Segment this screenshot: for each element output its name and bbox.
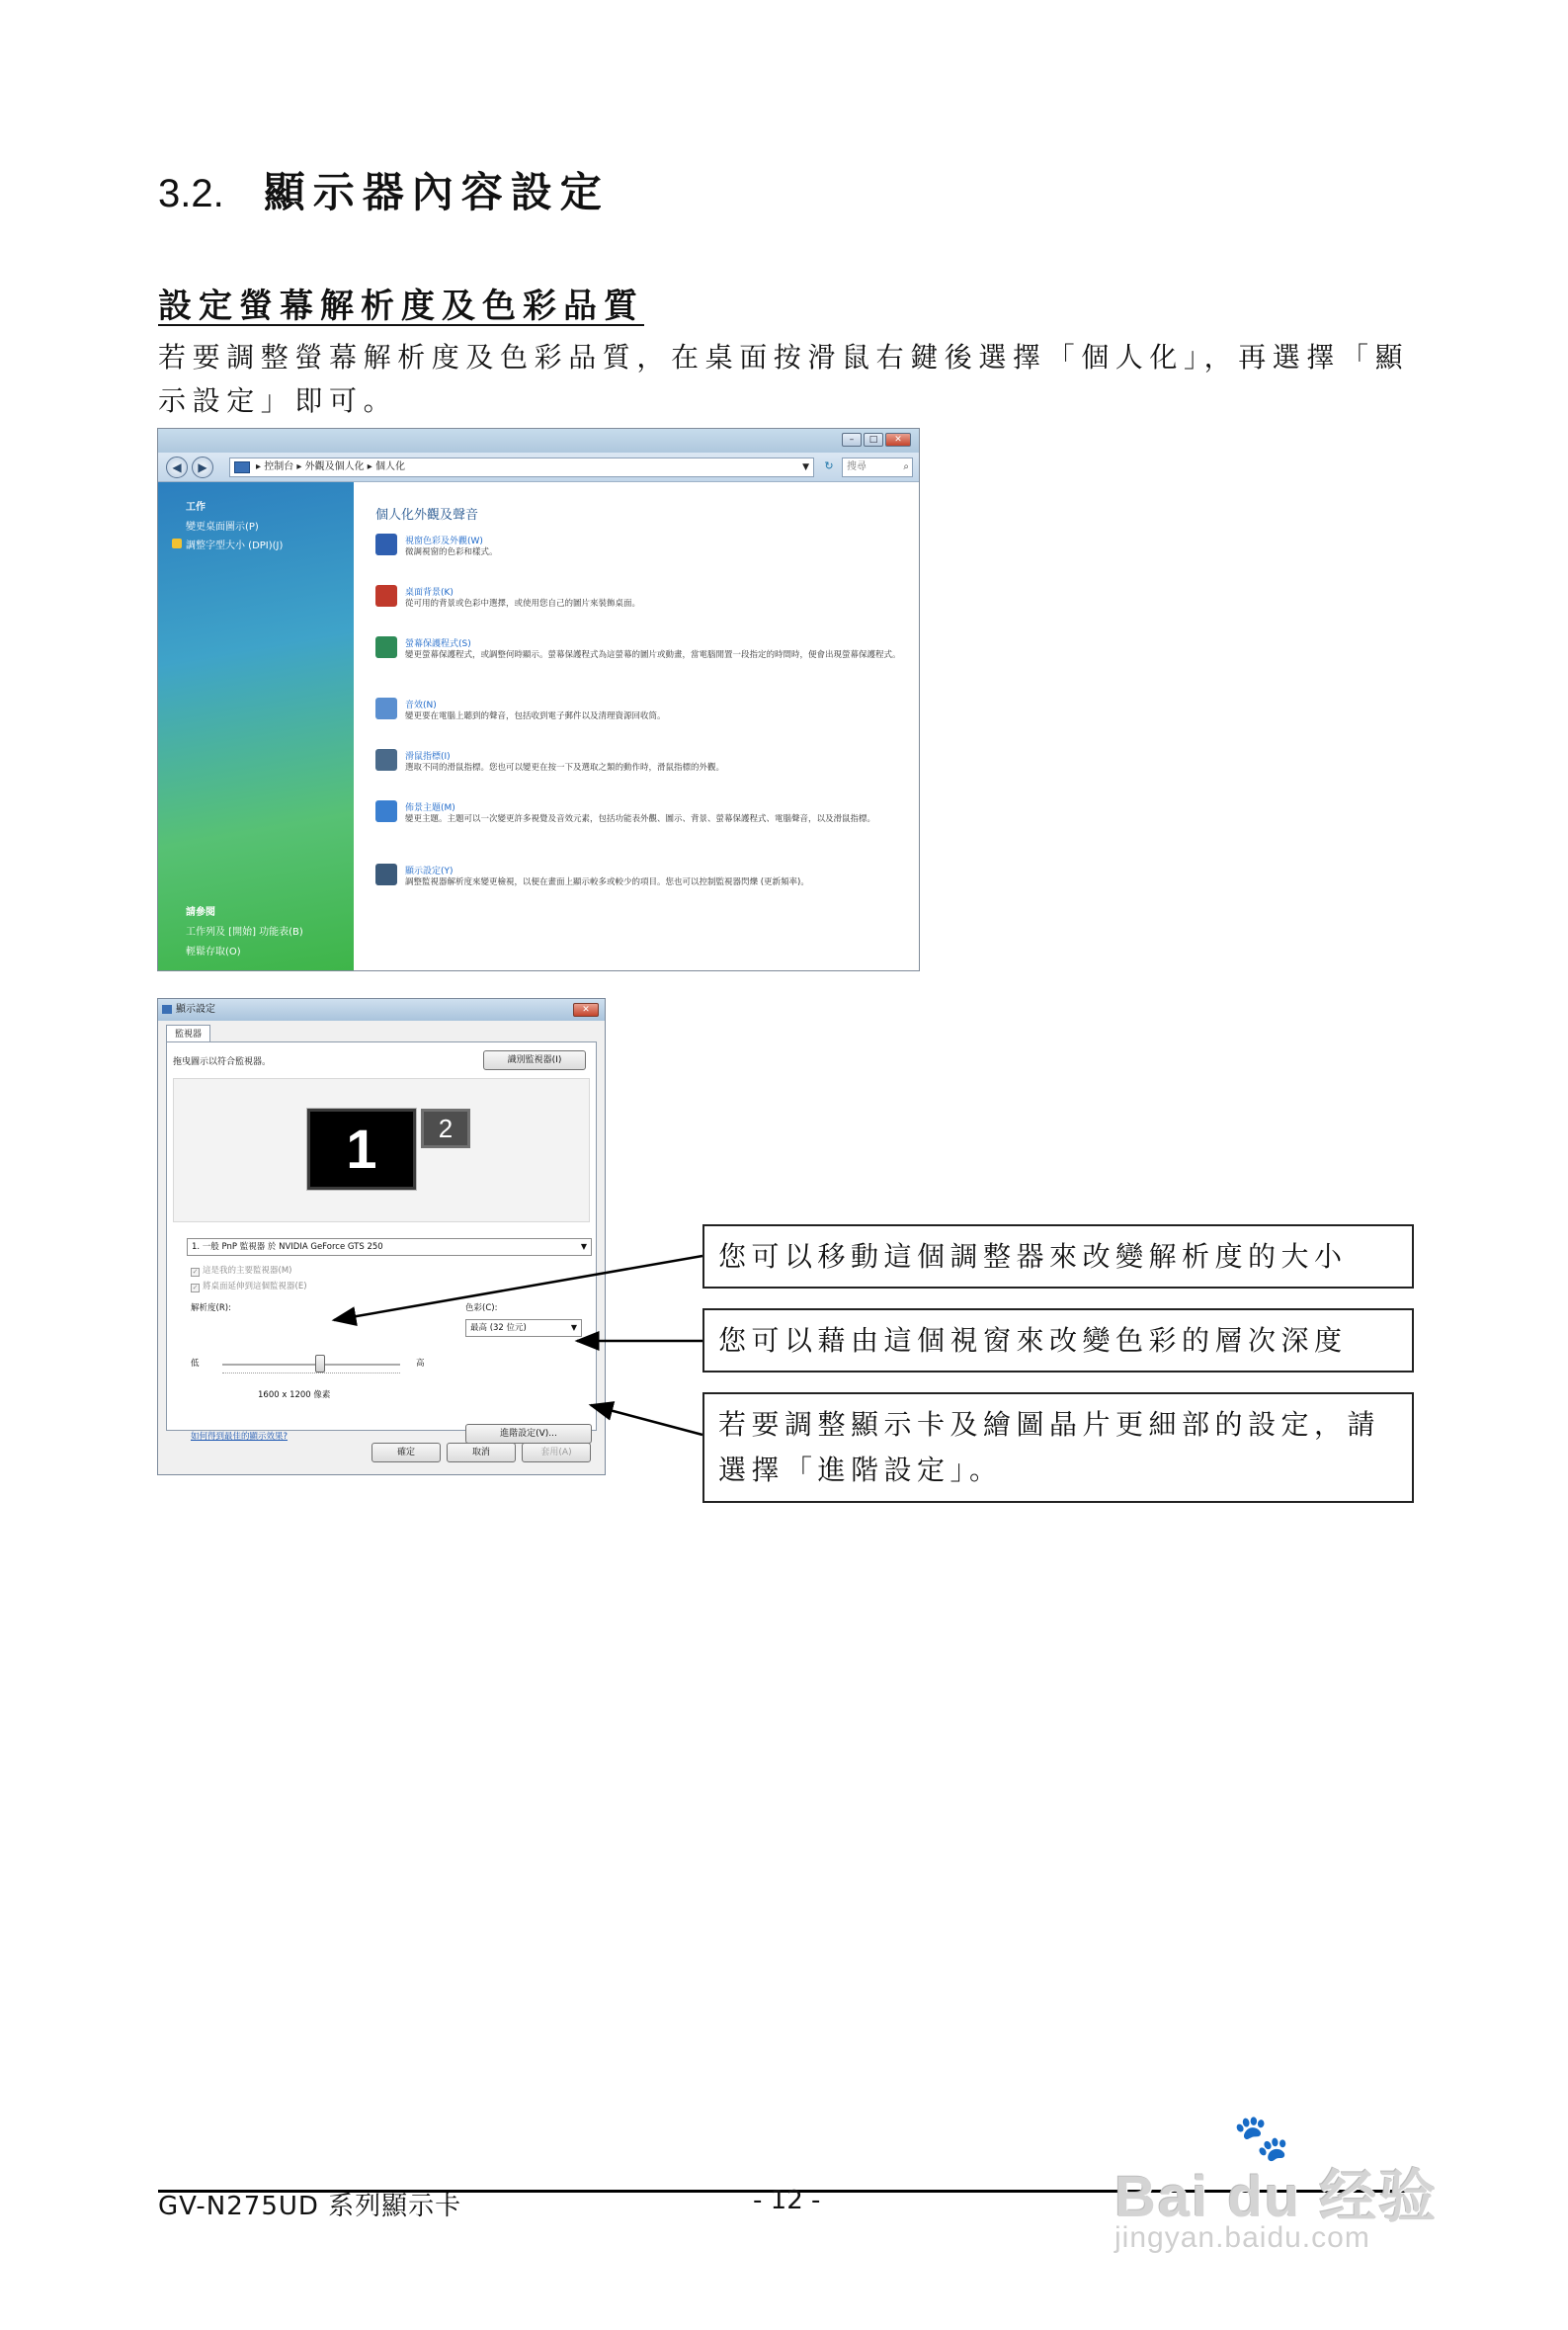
resolution-value: 1600 x 1200 像素 <box>258 1390 331 1400</box>
category-link[interactable]: 滑鼠指標(I) <box>405 752 451 762</box>
arrow-to-advanced <box>591 1405 702 1435</box>
close-button[interactable]: ✕ <box>885 433 911 447</box>
page-number: - 12 - <box>753 2186 821 2215</box>
extend-desktop-label: 將桌面延伸到這個監視器(E) <box>203 1282 307 1291</box>
maximize-button[interactable]: □ <box>864 433 883 447</box>
apply-button[interactable]: 套用(A) <box>522 1443 591 1462</box>
tab-monitor[interactable]: 監視器 <box>166 1025 210 1042</box>
monitor-select-value: 1. 一般 PnP 監視器 於 NVIDIA GeForce GTS 250 <box>192 1242 383 1252</box>
search-icon[interactable]: ⌕ <box>903 461 909 472</box>
identify-monitors-button[interactable]: 識別監視器(I) <box>483 1050 586 1070</box>
sidebar-item-taskbar[interactable]: 工作列及 [開始] 功能表(B) <box>186 927 303 938</box>
chevron-down-icon: ▼ <box>570 1323 577 1332</box>
chevron-down-icon: ▼ <box>580 1242 587 1251</box>
footer-product: GV-N275UD 系列顯示卡 <box>158 2192 462 2221</box>
primary-monitor-label: 這是我的主要監視器(M) <box>203 1266 292 1276</box>
colors-select-value: 最高 (32 位元) <box>470 1323 527 1333</box>
paw-logo-icon: 🐾 <box>1233 2111 1290 2164</box>
watermark-site: jingyan.baidu.com <box>1114 2221 1370 2254</box>
refresh-icon[interactable]: ↻ <box>824 459 834 472</box>
back-arrow-icon[interactable]: ◀ <box>166 457 188 478</box>
section-number: 3.2. <box>158 172 224 215</box>
arrow-to-slider <box>334 1256 702 1320</box>
category-link[interactable]: 螢幕保護程式(S) <box>405 639 471 649</box>
monitor-1-icon[interactable]: 1 <box>307 1109 416 1190</box>
intro-paragraph: 若要調整螢幕解析度及色彩品質，在桌面按滑鼠右鍵後選擇「個人化」，再選擇「顯示設定」即可。 <box>158 341 1410 417</box>
category-link[interactable]: 佈景主題(M) <box>405 803 455 813</box>
category-description: 調整監視器解析度來變更檢視，以便在畫面上顯示較多或較少的項目。您也可以控制監視器閃爍 (更新頻率)。 <box>405 877 809 887</box>
drag-instruction: 拖曳圖示以符合監視器。 <box>173 1057 272 1067</box>
category-link[interactable]: 桌面背景(K) <box>405 588 454 598</box>
callout-resolution: 您可以移動這個調整器來改變解析度的大小 <box>702 1224 1414 1289</box>
minimize-button[interactable]: – <box>842 433 862 447</box>
dialog-title: 顯示設定 <box>176 1004 215 1015</box>
advanced-settings-button[interactable]: 進階設定(V)... <box>465 1424 592 1444</box>
extend-desktop-checkbox[interactable]: ✓ 將桌面延伸到這個監視器(E) <box>192 1282 307 1291</box>
category-link[interactable]: 顯示設定(Y) <box>405 867 454 876</box>
primary-monitor-checkbox[interactable]: ✓ 這是我的主要監視器(M) <box>192 1266 292 1276</box>
sidebar-item-desktop-icons[interactable]: 變更桌面圖示(P) <box>186 522 259 533</box>
callout-color-depth: 您可以藉由這個視窗來改變色彩的層次深度 <box>702 1308 1414 1373</box>
monitor-2-icon[interactable]: 2 <box>421 1109 470 1148</box>
subsection-title: 設定螢幕解析度及色彩品質 <box>158 287 644 326</box>
callout-advanced-text: 若要調整顯示卡及繪圖晶片更細部的設定，請選擇「進階設定」。 <box>718 1408 1381 1486</box>
sidebar-item-font-size[interactable]: 調整字型大小 (DPI)(J) <box>186 541 284 551</box>
category-description: 從可用的背景或色彩中選擇，或使用您自己的圖片來裝飾桌面。 <box>405 599 641 609</box>
see-also-heading: 請參閱 <box>186 907 215 918</box>
page-title: 個人化外觀及聲音 <box>375 508 479 523</box>
resolution-low-label: 低 <box>191 1359 200 1369</box>
ok-button[interactable]: 確定 <box>371 1443 441 1462</box>
category-description: 選取不同的滑鼠指標。您也可以變更在按一下及選取之類的動作時，滑鼠指標的外觀。 <box>405 763 725 773</box>
search-placeholder: 搜尋 <box>847 461 867 472</box>
category-link[interactable]: 音效(N) <box>405 701 437 710</box>
category-description: 變更主題。主題可以一次變更許多視覺及音效元素，包括功能表外觀、圖示、背景、螢幕保護程式、電腦聲音，以及滑鼠指標。 <box>405 814 876 824</box>
sidebar-item-ease-of-access[interactable]: 輕鬆存取(O) <box>186 947 241 957</box>
resolution-label: 解析度(R): <box>191 1303 231 1313</box>
tasks-heading: 工作 <box>186 502 206 513</box>
colors-label: 色彩(C): <box>465 1303 498 1313</box>
category-description: 變更要在電腦上聽到的聲音，包括收到電子郵件以及清理資源回收筒。 <box>405 711 666 721</box>
help-link[interactable]: 如何得到最佳的顯示效果? <box>191 1432 289 1442</box>
category-link[interactable]: 視窗色彩及外觀(W) <box>405 537 483 546</box>
cancel-button[interactable]: 取消 <box>447 1443 516 1462</box>
resolution-high-label: 高 <box>416 1359 425 1369</box>
watermark-brand: Bai du 经验 <box>1114 2165 1439 2229</box>
baidu-watermark <box>1114 2111 1500 2269</box>
category-description: 微調視窗的色彩和樣式。 <box>405 547 498 557</box>
address-path: ▸ 控制台 ▸ 外觀及個人化 ▸ 個人化 <box>256 461 405 472</box>
chevron-down-icon[interactable]: ▼ <box>802 462 809 472</box>
forward-arrow-icon[interactable]: ▶ <box>192 457 213 478</box>
section-title: 顯示器內容設定 <box>263 168 610 216</box>
close-icon[interactable]: ✕ <box>573 1003 599 1017</box>
callout-advanced <box>702 1392 1414 1503</box>
category-description: 變更螢幕保護程式，或調整何時顯示。螢幕保護程式為這螢幕的圖片或動畫，當電腦閒置一段指定的時間時，便會出現螢幕保護程式。 <box>405 650 901 660</box>
